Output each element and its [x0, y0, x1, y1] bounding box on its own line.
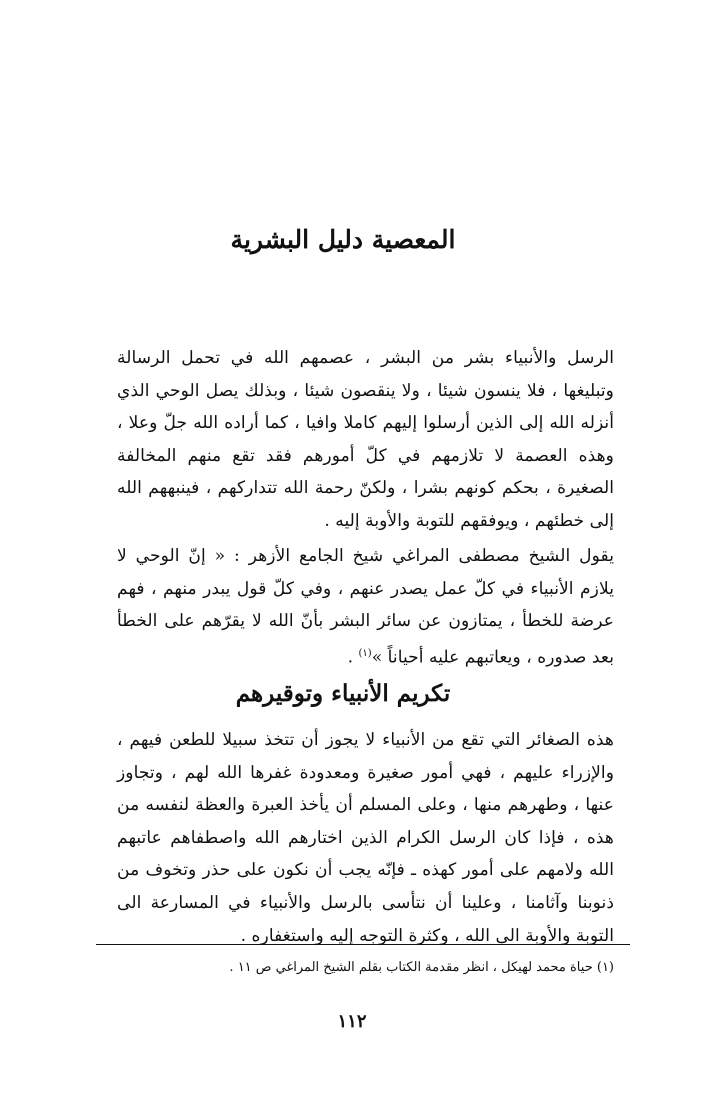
paragraph-2-text: يقول الشيخ مصطفى المراغي شيخ الجامع الأزهر : « إنّ الوحي لا يلازم الأنبياء في كلّ عمل يصدر عنهم ، وفي كلّ قول يبدر منهم ، فهم عرضة للخطأ ، يمتازون عن سائر البشر بأنّ الله لا يقرّهم على الخطأ بعد صدوره ، ويعاتبهم عليه أحياناً » — [117, 546, 614, 668]
footnote: (١) حياة محمد لهيكل ، انظر مقدمة الكتاب بقلم الشيخ المراغي ص ١١ . — [229, 960, 614, 975]
chapter-title: المعصية دليل البشرية — [230, 225, 456, 254]
paragraph-1 — [117, 342, 614, 538]
paragraph-2-wrapper — [117, 540, 614, 674]
paragraph-3-text: هذه الصغائر التي تقع من الأنبياء لا يجوز أن تتخذ سبيلا للطعن فيهم ، والإزراء عليهم ، فهي أمور صغيرة ومعدودة غفرها الله لهم ، وتجاوز عنها ، وطهرهم منها ، وعلى المسلم أن يأخذ العبرة والعظة لنفسه من هذه ، فإذا كان الرسل الكرام الذين اختارهم الله واصطفاهم عاتبهم الله ولامهم على أمور كهذه ـ فإنّه يجب أن نكون على حذر وتخوف من ذنوبنا وآثامنا ، وعلينا أن نتأسى بالرسل والأنبياء في المسارعة الى التوبة والأوبة الى الله ، وكثرة التوجه إليه واستغفاره . — [117, 730, 614, 946]
paragraph-2 — [117, 540, 614, 674]
paragraph-1-text: الرسل والأنبياء بشر من البشر ، عصمهم الله في تحمل الرسالة وتبليغها ، فلا ينسون شيئا ، ولا ينقصون شيئا ، وبذلك يصل الوحي الذي أنزله الله إلى الذين أرسلوا إليهم كاملا وافيا ، كما أراده الله جلّ وعلا ، وهذه العصمة لا تلازمهم في كلّ أمورهم فقد تقع منهم المخالفة الصغيرة ، بحكم كونهم بشرا ، ولكنّ رحمة الله تتداركهم ، فينبههم الله إلى خطئهم ، ويوفقهم للتوبة والأوبة إليه . — [117, 348, 614, 531]
paragraph-2-end: . — [347, 647, 359, 668]
paragraph-3 — [117, 724, 614, 952]
footnote-reference: (١) — [358, 647, 372, 659]
footnote-divider — [96, 944, 630, 945]
page-number: ١١٢ — [337, 1011, 367, 1032]
section-subtitle: تكريم الأنبياء وتوقيرهم — [235, 680, 451, 707]
